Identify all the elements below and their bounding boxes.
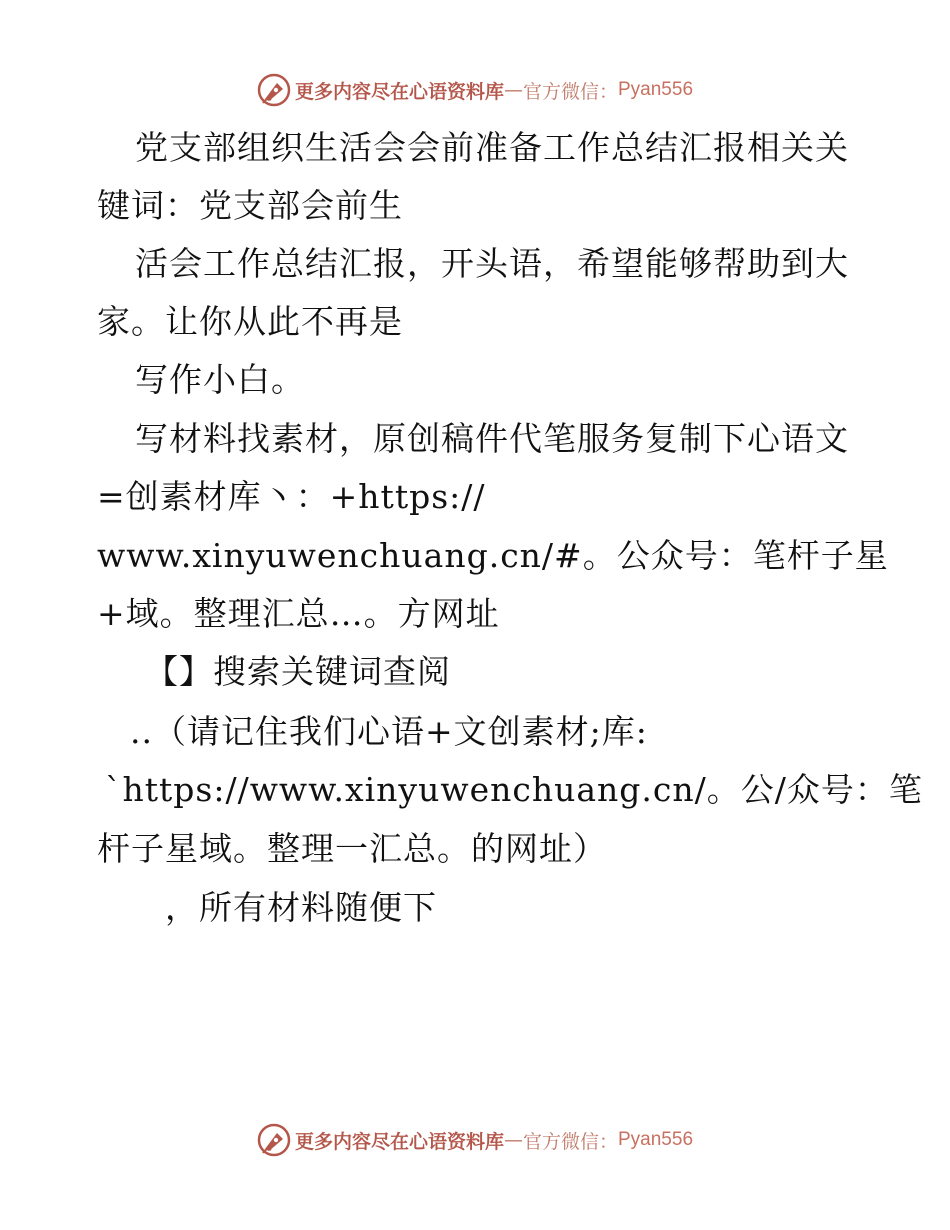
watermark-separator: — <box>503 79 523 101</box>
watermark-account: Pyan556 <box>618 79 694 100</box>
pen-nib-logo-icon <box>257 1123 291 1157</box>
body-line: ..（请记住我们心语+文创素材;库: <box>130 712 648 751</box>
watermark-label: 官方微信： <box>522 80 618 103</box>
watermark-brand: 更多内容尽在心语资料库 <box>294 1130 504 1153</box>
body-line: 党支部组织生活会会前准备工作总结汇报相关关 <box>135 128 849 167</box>
body-line: 写作小白。 <box>135 360 305 399</box>
footer-watermark <box>0 1120 950 1160</box>
body-line: 家。让你从此不再是 <box>97 302 403 341</box>
body-line: =创素材库丶：+https:// <box>97 477 486 516</box>
body-line: ，所有材料随便下 <box>165 888 437 927</box>
body-line: www.xinyuwenchuang.cn/#。公众号：笔杆子星 <box>97 536 889 575</box>
body-line: `https://www.xinyuwenchuang.cn/。公/众号：笔 <box>105 770 923 809</box>
body-line: 键词：党支部会前生 <box>97 186 403 225</box>
body-line: 写材料找素材，原创稿件代笔服务复制下心语文 <box>135 419 849 458</box>
body-line: 【】搜索关键词查阅 <box>145 652 451 691</box>
body-line: 活会工作总结汇报，开头语，希望能够帮助到大 <box>135 244 849 283</box>
watermark-brand: 更多内容尽在心语资料库 <box>294 80 504 103</box>
pen-nib-logo-icon <box>257 73 291 107</box>
watermark-separator: — <box>503 1129 523 1151</box>
watermark-account: Pyan556 <box>618 1129 694 1150</box>
header-watermark <box>0 70 950 110</box>
body-line: +域。整理汇总…。方网址 <box>97 594 500 633</box>
watermark-label: 官方微信： <box>522 1130 618 1153</box>
body-line: 杆子星域。整理一汇总。的网址） <box>97 829 607 868</box>
